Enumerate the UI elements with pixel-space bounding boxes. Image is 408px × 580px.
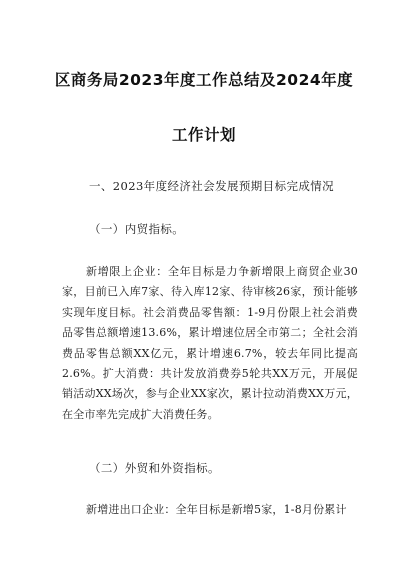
document-title-line-2: 工作计划 [171,126,236,144]
document-title-line-1: 区商务局2023年度工作总结及2024年度 [54,71,354,89]
paragraph-domestic-trade: 新增限上企业：全年目标是力争新增限上商贸企业30家，目前已入库7家、待入库12家、待审核26家，预计能够实现年度目标。社会消费品零售额：1-9月份限上社会消费品零售总额增速13.6%，累计增速位居全市第二；全社会消费品零售总额XX亿元，累计增速6.7%，较去年同比提高2.6%。扩大消费：共计发放消费券5轮共XX万元，开展促销活动XX场次，参与企业XX家次，累计拉动消费XX万元，在全市率先完成扩大消费任务。 [62,265,358,421]
subsection-heading-domestic-trade: （一）内贸指标。 [89,222,185,236]
subsection-heading-foreign-trade: （二）外贸和外资指标。 [89,461,220,475]
section-heading: 一、2023年度经济社会发展预期目标完成情况 [89,179,335,193]
paragraph-foreign-trade: 新增进出口企业：全年目标是新增5家，1-8月份累计 [86,503,347,516]
